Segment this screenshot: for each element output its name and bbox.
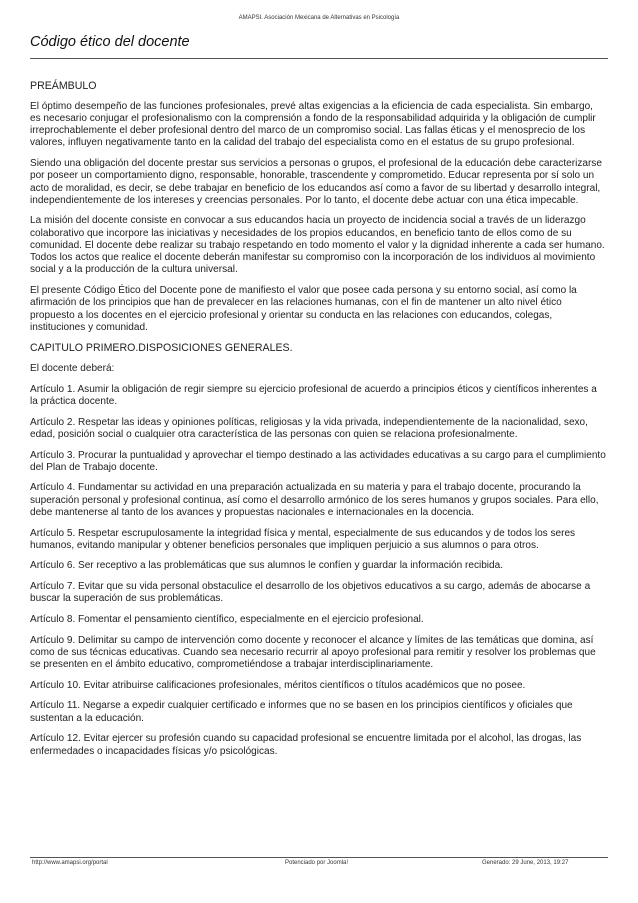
footer-url: http://www.amapsi.org/portal	[32, 860, 108, 866]
page-footer	[30, 857, 608, 866]
article-paragraph: Artículo 7. Evitar que su vida personal obstaculice el desarrollo de los objetivos educativos a su cargo, además de abocarse a buscar la superación de sus problemáticas.	[30, 581, 591, 605]
article-paragraph: Artículo 10. Evitar atribuirse calificaciones profesionales, méritos científicos o títulos académicos que no posee.	[30, 679, 526, 691]
article-paragraph: Artículo 3. Procurar la puntualidad y aprovechar el tiempo destinado a las actividades educativas a su cargo para el cumplimiento del Plan de Trabajo docente.	[30, 449, 606, 473]
preamble-paragraph: El presente Código Ético del Docente pone de manifiesto el valor que posee cada persona y su entorno social, así como la afirmación de los principios que han de prevalecer en las relaciones humanas, con el fin de mantener un alto nivel ético propuesto a los docentes en el ejercicio profesional y orientar su conducta en las relaciones con educandos, colegas, instituciones y comunidad.	[30, 285, 577, 333]
footer-powered-by: Potenciado por Joomla!	[285, 860, 349, 866]
article-paragraph: Artículo 1. Asumir la obligación de regir siempre su ejercicio profesional de acuerdo a principios éticos y científicos inherentes a la práctica docente.	[30, 383, 597, 407]
preamble-paragraph: Siendo una obligación del docente prestar sus servicios a personas o grupos, el profesional de la educación debe caracterizarse por poseer un comportamiento digno, responsable, honorable, trascendente y comprometido. Educar representa por sí solo un acto de moralidad, es decir, se debe trabajar en beneficio de los educandos así como a favor de su libertad y desarrollo integral, independientemente de los intereses y creencias personales. Por lo tanto, el docente debe actuar con una ética impecable.	[30, 158, 602, 206]
document-title: Código ético del docente	[30, 34, 190, 50]
footer-generated-date: Generado: 29 June, 2013, 19:27	[482, 860, 569, 866]
chapter-heading: CAPITULO PRIMERO.DISPOSICIONES GENERALES.	[30, 342, 293, 355]
article-paragraph: Artículo 6. Ser receptivo a las problemáticas que sus alumnos le confíen y guardar la información recibida.	[30, 560, 504, 572]
document-body	[30, 80, 606, 766]
title-divider	[30, 58, 608, 59]
section-heading-preambulo: PREÁMBULO	[30, 80, 97, 92]
preamble-paragraph: El óptimo desempeño de las funciones profesionales, prevé altas exigencias a la eficiencia de cada especialista. Sin embargo, es necesario conjugar el profesionalismo con la comprensión a fondo de la responsabilidad adquirida y la obligación de cumplir irreprochablemente el deber profesional dentro del marco de un compromiso social. Las fallas éticas y el menosprecio de los valores, influyen negativamente tanto en la calidad del trabajo del especialista como en el estatus de su grupo profesional.	[30, 100, 596, 149]
page-header: AMAPSI. Asociación Mexicana de Alternativas en Psicología	[238, 15, 400, 21]
article-paragraph: Artículo 5. Respetar escrupulosamente la integridad física y mental, especialmente de sus educandos y de todos los seres humanos, evitando manipular y obtener beneficios personales que impliquen perjuicio a sus alumnos o para otros.	[30, 527, 576, 551]
preamble-paragraph: La misión del docente consiste en convocar a sus educandos hacia un proyecto de incidencia social a través de un liderazgo colaborativo que incorpore las iniciativas y necesidades de los propios educandos, en beneficio tanto de ellos como de su comunidad. El docente debe realizar su trabajo respetando en todo momento el valor y la dignidad inherente a cada ser humano. Todos los actos que realice el docente deberán manifestar su compromiso con la incorporación de los individuos al movimiento social y a la producción de la cultura universal.	[30, 215, 605, 276]
article-paragraph: Artículo 12. Evitar ejercer su profesión cuando su capacidad profesional se encuentre limitada por el alcohol, las drogas, las enfermedades o incapacidades físicas y/o psicológicas.	[30, 733, 582, 757]
chapter-intro: El docente deberá:	[30, 363, 115, 375]
article-paragraph: Artículo 11. Negarse a expedir cualquier certificado e informes que no se basen en los principios científicos y oficiales que sustentan a la educación.	[30, 700, 573, 724]
article-paragraph: Artículo 4. Fundamentar su actividad en una preparación actualizada en su materia y para el trabajo docente, procurando la superación personal y profesional continua, así como el desarrollo armónico de los seres humanos y grupos sociales. Para ello, debe mantenerse al tanto de los avances y propuestas nacionales e internacionales en la docencia.	[30, 482, 599, 518]
article-paragraph: Artículo 2. Respetar las ideas y opiniones políticas, religiosas y la vida privada, independientemente de la nacionalidad, sexo, edad, posición social o cualquier otra característica de las personas con quien se relaciona profesionalmente.	[30, 416, 588, 440]
article-paragraph: Artículo 9. Delimitar su campo de intervención como docente y reconocer el alcance y límites de las temáticas que domina, así como de sus técnicas educativas. Cuando sea necesario recurrir al apoyo profesional para remitir y resolver los problemas que se presenten en el ámbito educativo, comprometiéndose a trabajar interdisciplinariamente.	[30, 634, 596, 671]
article-paragraph: Artículo 8. Fomentar el pensamiento científico, especialmente en el ejercicio profesional.	[30, 613, 424, 625]
